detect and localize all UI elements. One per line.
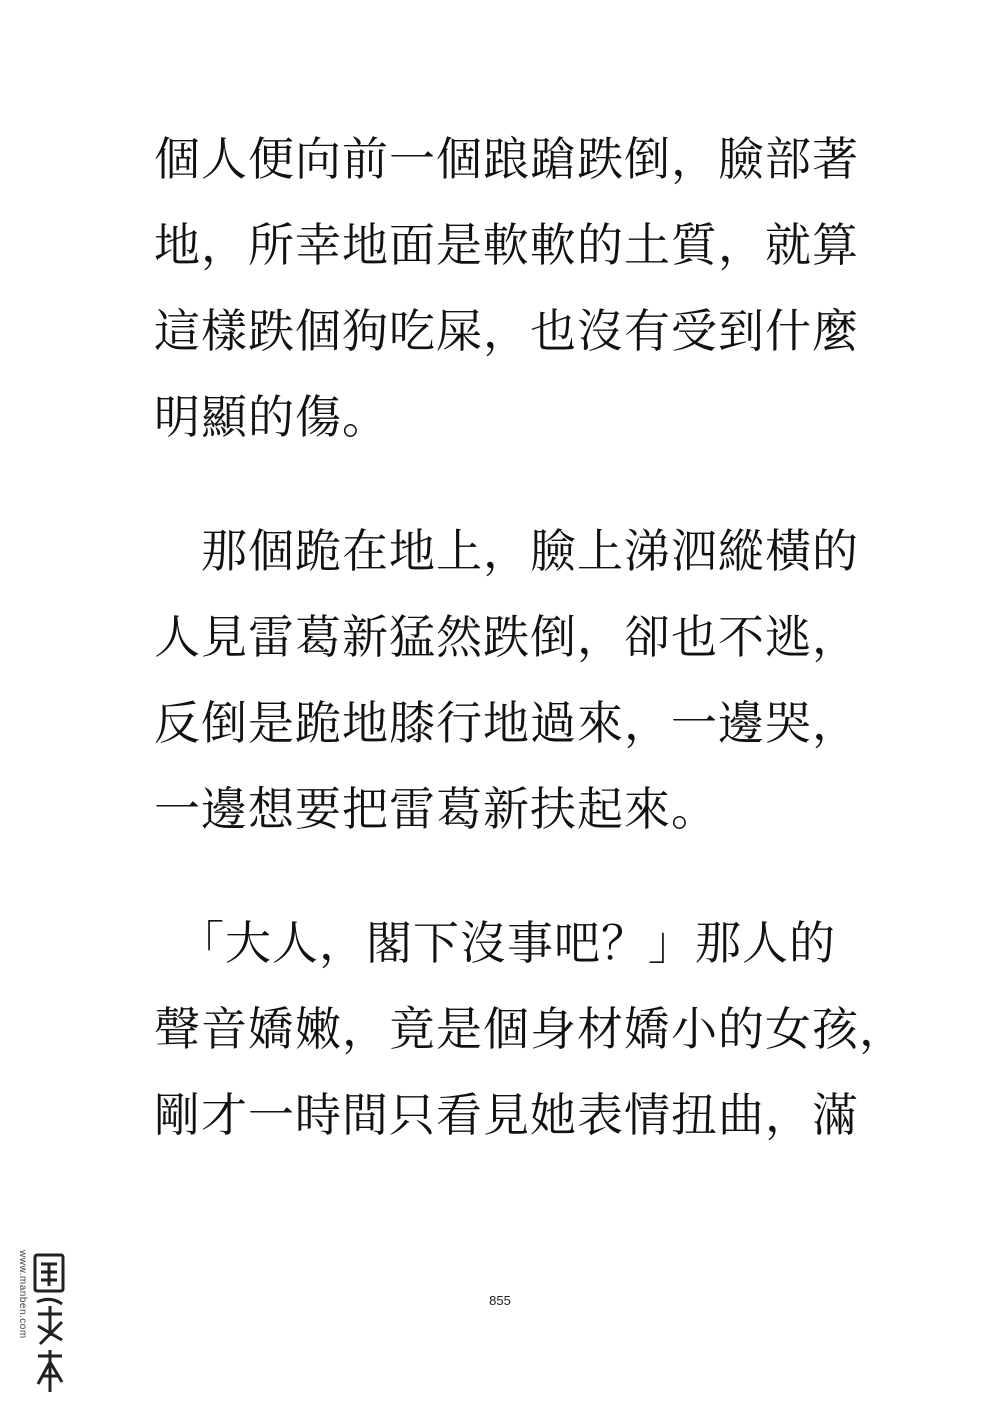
text-line: 個人便向前一個踉蹌跌倒，臉部著 — [154, 132, 859, 186]
watermark-logo-icon — [32, 1252, 66, 1402]
text-line: 人見雷葛新猛然跌倒，卻也不逃， — [154, 610, 859, 664]
paragraph-2 — [154, 522, 874, 838]
text-line: 地，所幸地面是軟軟的土質，就算 — [154, 218, 859, 272]
page-number: 855 — [489, 1293, 511, 1308]
text-line: 明顯的傷。 — [154, 390, 389, 444]
watermark — [2, 1248, 68, 1408]
text-line: 反倒是跪地膝行地過來，一邊哭， — [154, 696, 859, 750]
text-line: 這樣跌個狗吃屎，也沒有受到什麼 — [154, 304, 859, 358]
page-body — [154, 130, 906, 1220]
text-line: 聲音嬌嫩，竟是個身材嬌小的女孩， — [154, 1002, 906, 1056]
text-line: 剛才一時間只看見她表情扭曲，滿 — [154, 1088, 859, 1142]
text-line: 那個跪在地上，臉上涕泗縱橫的 — [154, 524, 859, 578]
paragraph-1 — [154, 130, 874, 446]
text-line: 一邊想要把雷葛新扶起來。 — [154, 782, 718, 836]
text-line: 「大人，閣下沒事吧？」那人的 — [154, 916, 836, 970]
watermark-url: www.manben.com — [17, 1250, 28, 1339]
paragraph-3 — [154, 914, 906, 1144]
